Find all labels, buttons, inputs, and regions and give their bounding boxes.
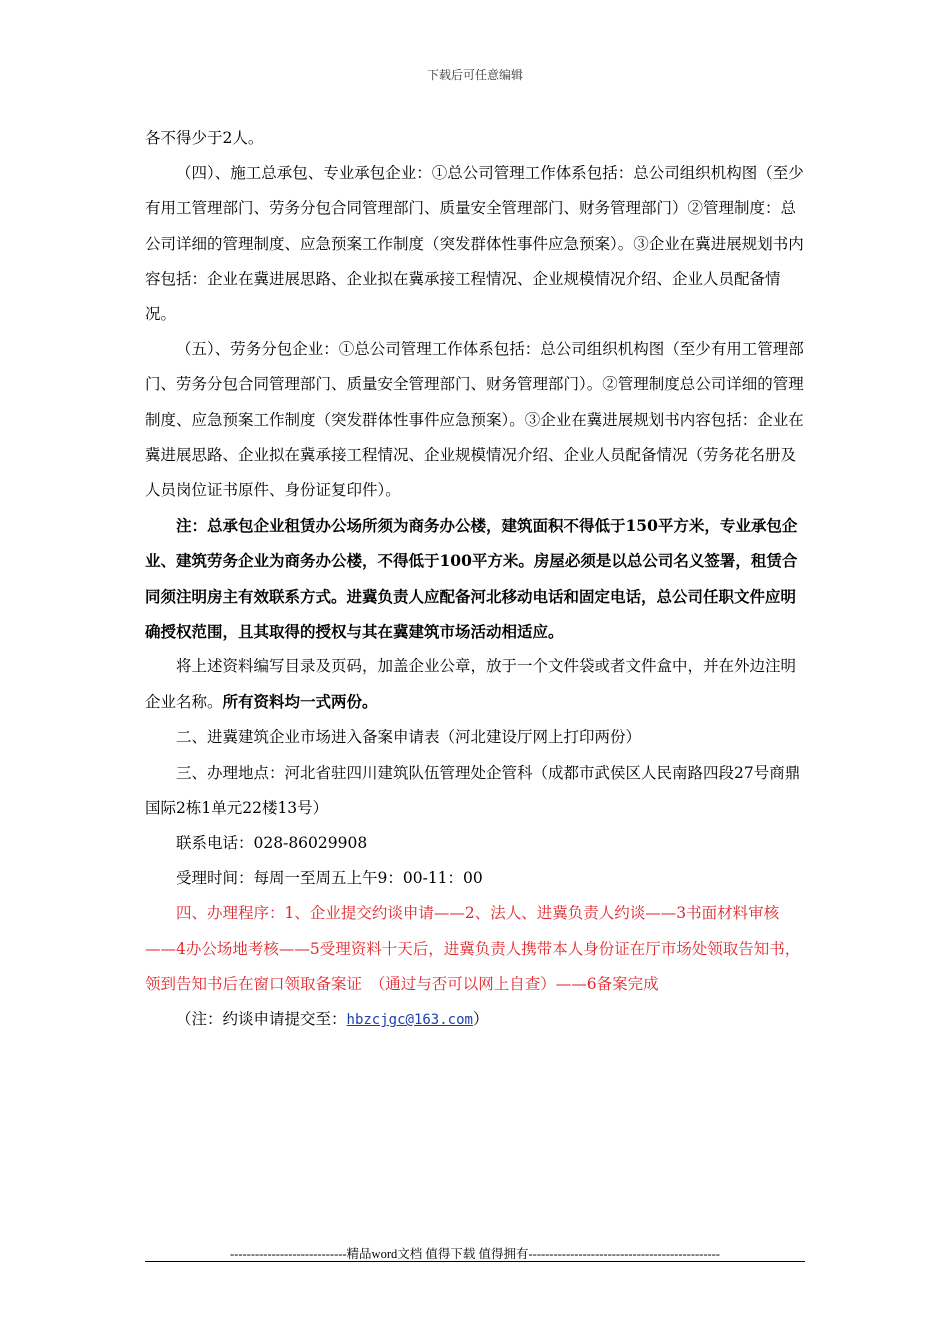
paragraph-general-contractor: （四）、施工总承包、专业承包企业：①总公司管理工作体系包括：总公司组织机构图（至少有用工管理部门、劳务分包合同管理部门、质量安全管理部门、财务管理部门）②管理制度：总公司详细的管理制度、应急预案工作制度（突发群体性事件应急预案）。③企业在冀进展规划书内容包括：企业在冀进展思路、企业拟在冀承接工程情况、企业规模情况介绍、企业人员配备情况。 [145,164,804,324]
paragraph-application-form: 二、进冀建筑企业市场进入备案申请表（河北建设厅网上打印两份） [176,728,642,747]
paragraph-phone: 联系电话：028-86029908 [176,834,368,853]
email-note-prefix: （注：约谈申请提交至： [176,1010,347,1029]
page-footer: ----------------------------精品word文档 值得下载 值得拥有---------------------------------------------- [230,1247,720,1261]
email-note-suffix: ） [472,1010,489,1029]
paragraph-note-office: 注：总承包企业租赁办公场所须为商务办公楼，建筑面积不得低于150平方米，专业承包企业、建筑劳务企业为商务办公楼，不得低于100平方米。房屋必须是以总公司名义签署，租赁合同须注明房主有效联系方式。进冀负责人应配备河北移动电话和固定电话，总公司任职文件应明确授权范围，且其取得的授权与其在冀建筑市场活动相适应。 [145,516,798,641]
procedure-steps: 办理程序：1、企业提交约谈申请——2、法人、进冀负责人约谈——3书面材料审核——4办公场地考核——5受理资料十天后，进冀负责人携带本人身份证在厅市场处领取告知书，领到告知书后在窗口领取备案证 （通过与否可以网上自查）——6备案完成 [145,904,801,993]
procedure-prefix: 四、 [176,904,208,923]
paragraph-labor-subcontractor: （五）、劳务分包企业：①总公司管理工作体系包括：总公司组织机构图（至少有用工管理部门、劳务分包合同管理部门、质量安全管理部门、财务管理部门）。②管理制度总公司详细的管理制度、应急预案工作制度（突发群体性事件应急预案）。③企业在冀进展规划书内容包括：企业在冀进展思路、企业拟在冀承接工程情况、企业规模情况介绍、企业人员配备情况（劳务花名册及人员岗位证书原件、身份证复印件）。 [145,340,804,500]
paragraph-hours: 受理时间：每周一至周五上午9：00-11：00 [176,869,483,888]
document-body [145,121,805,1038]
paragraph-office-location: 三、办理地点：河北省驻四川建筑队伍管理处企管科（成都市武侯区人民南路四段27号商鼎国际2栋1单元22楼13号） [145,763,801,817]
paragraph-email-note [145,1002,805,1038]
compile-text: 将上述资料编写目录及页码，加盖企业公章，放于一个文件袋或者文件盒中，并在外边注明企业名称。 [145,657,797,712]
paragraph-procedure [145,896,805,1002]
copies-note: 所有资料均一式两份。 [222,692,378,712]
paragraph-compile-materials [145,649,805,720]
page-header: 下载后可任意编辑 [426,68,523,82]
footer-divider [145,1261,805,1262]
paragraph-continuation: 各不得少于2人。 [145,129,264,147]
email-link[interactable]: hbzcjgc@163.com [346,1012,473,1029]
